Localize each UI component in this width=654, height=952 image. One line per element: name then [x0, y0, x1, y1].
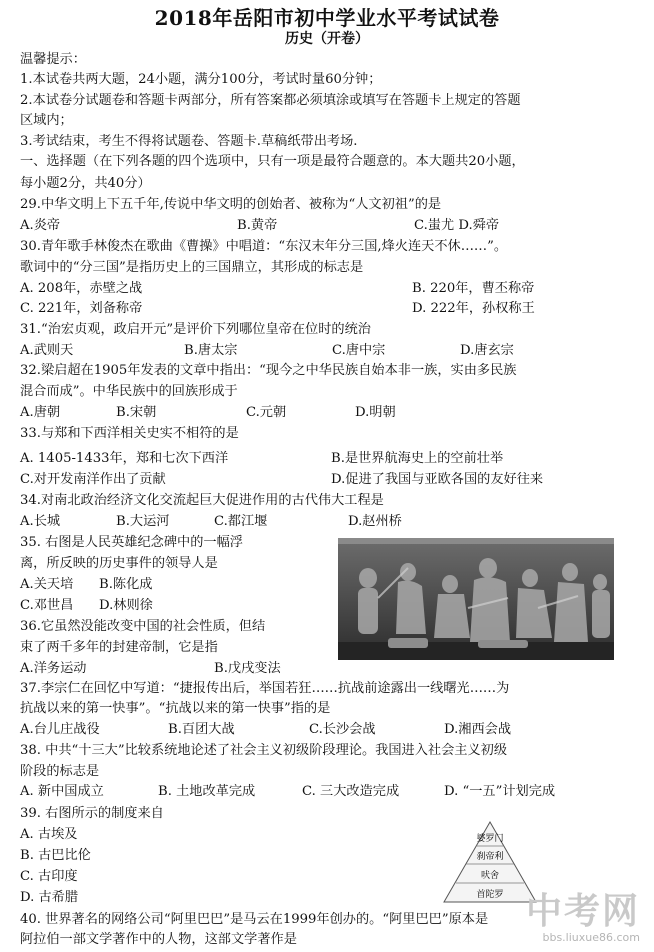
q33-stem: 33.与郑和下西洋相关史实不相符的是 — [20, 426, 239, 441]
q34-option-b: B.大运河 — [116, 514, 170, 529]
q35-stem-1: 35. 右图是人民英雄纪念碑中的一幅浮 — [20, 535, 243, 550]
q32-stem-2: 混合而成”。中华民族中的回族形成于 — [20, 384, 238, 399]
q40-stem-1: 40. 世界著名的网络公司“阿里巴巴”是马云在1999年创办的。“阿里巴巴”原本是 — [20, 912, 489, 927]
notice-heading: 温馨提示： — [20, 52, 86, 67]
q33-option-a: A. 1405-1433年，郑和七次下西洋 — [20, 451, 229, 466]
q39-option-c: C. 古印度 — [20, 869, 78, 884]
q29-stem: 29.中华文明上下五千年,传说中华文明的创始者、被称为“人文初祖”的是 — [20, 197, 442, 212]
q34-option-a: A.长城 — [20, 514, 61, 529]
q33-option-d: D.促进了我国与亚欧各国的友好往来 — [331, 472, 544, 487]
q31-stem: 31.“治宏贞观，政启开元”是评价下列哪位皇帝在位时的统治 — [20, 322, 371, 337]
q37-option-a: A.台儿庄战役 — [20, 722, 100, 737]
q30-option-a: A. 208年，赤壁之战 — [20, 281, 143, 296]
q38-option-a: A. 新中国成立 — [20, 784, 104, 799]
q38-stem-2: 阶段的标志是 — [20, 764, 100, 779]
q38-option-b: B. 土地改革完成 — [158, 784, 256, 799]
section-heading-line1: 一、选择题（在下列各题的四个选项中，只有一项是最符合题意的。本大题共20小题， — [20, 154, 525, 169]
q37-stem-1: 37.李宗仁在回忆中写道：“捷报传出后，举国若狂……抗战前途露出一线曙光……为 — [20, 681, 510, 696]
q32-option-d: D.明朝 — [355, 405, 396, 420]
q35-option-d: D.林则徐 — [99, 598, 153, 613]
section-heading-line2: 每小题2分，共40分） — [20, 176, 151, 191]
q32-option-b: B.宋朝 — [116, 405, 157, 420]
notice-item-1: 1.本试卷共两大题，24小题，满分100分，考试时量60分钟； — [20, 72, 382, 87]
q33-option-c: C.对开发南洋作出了贡献 — [20, 472, 166, 487]
q37-stem-2: 抗战以来的第一快事”。“抗战以来的第一快事”指的是 — [20, 701, 331, 716]
q32-option-a: A.唐朝 — [20, 405, 61, 420]
q30-option-d: D. 222年，孙权称王 — [412, 301, 535, 316]
q31-option-d: D.唐玄宗 — [460, 343, 514, 358]
q35-option-c: C.邓世昌 — [20, 598, 74, 613]
q34-option-d: D.赵州桥 — [348, 514, 402, 529]
q37-option-b: B.百团大战 — [168, 722, 235, 737]
q30-option-b: B. 220年，曹丕称帝 — [412, 281, 535, 296]
q32-option-c: C.元朝 — [246, 405, 287, 420]
pyramid-level-1: 婆罗门 — [476, 834, 504, 844]
pyramid-level-2: 刹帝利 — [476, 852, 504, 862]
q31-option-c: C.唐中宗 — [332, 343, 386, 358]
q29-option-cd: C.蚩尤 D.舜帝 — [414, 218, 500, 233]
q35-option-a: A.关天培 — [20, 577, 74, 592]
watermark-logo-text: 中考网 — [525, 891, 640, 932]
q39-stem: 39. 右图所示的制度来自 — [20, 806, 164, 821]
q32-stem-1: 32.梁启超在1905年发表的文章中指出：“现今之中华民族自始本非一族，实由多民族 — [20, 363, 517, 378]
q36-stem-1: 36.它虽然没能改变中国的社会性质，但结 — [20, 619, 266, 634]
q38-stem-1: 38. 中共“十三大”比较系统地论述了社会主义初级阶段理论。我国进入社会主义初级 — [20, 743, 508, 758]
q35-stem-2: 离，所反映的历史事件的领导人是 — [20, 556, 218, 571]
q30-stem-2: 歌词中的“分三国”是指历史上的三国鼎立，其形成的标志是 — [20, 260, 364, 275]
q36-option-b: B.戊戌变法 — [214, 661, 281, 676]
q40-stem-2: 阿拉伯一部文学著作中的人物，这部文学著作是 — [20, 932, 297, 947]
q35-option-b: B.陈化成 — [99, 577, 153, 592]
relief-sculpture-art — [338, 538, 614, 660]
q37-option-d: D.湘西会战 — [444, 722, 512, 737]
q34-stem: 34.对南北政治经济文化交流起巨大促进作用的古代伟大工程是 — [20, 493, 384, 508]
q36-stem-2: 束了两千多年的封建帝制，它是指 — [20, 640, 218, 655]
notice-item-2a: 2.本试卷分试题卷和答题卡两部分，所有答案都必须填涂或填写在答题卡上规定的答题 — [20, 93, 521, 108]
watermark-url: bbs.liuxue86.com — [542, 931, 640, 944]
q29-option-b: B.黄帝 — [237, 218, 278, 233]
q38-option-d: D. “一五”计划完成 — [444, 784, 556, 799]
q39-option-d: D. 古希腊 — [20, 890, 79, 905]
site-watermark — [526, 893, 640, 944]
relief-sculpture-image — [338, 538, 614, 660]
caste-pyramid-diagram — [442, 820, 538, 904]
q30-option-c: C. 221年，刘备称帝 — [20, 301, 143, 316]
pyramid-shape — [442, 820, 538, 904]
pyramid-level-4: 首陀罗 — [476, 890, 504, 900]
q37-option-c: C.长沙会战 — [309, 722, 376, 737]
exam-title: 2018年岳阳市初中学业水平考试试卷 — [154, 6, 500, 30]
q36-option-a: A.洋务运动 — [20, 661, 87, 676]
pyramid-level-3: 吠舍 — [480, 871, 500, 881]
notice-item-2b: 区域内； — [20, 113, 73, 128]
q39-option-b: B. 古巴比伦 — [20, 848, 91, 863]
q38-option-c: C. 三大改造完成 — [302, 784, 400, 799]
q33-option-b: B.是世界航海史上的空前壮举 — [331, 451, 504, 466]
q31-option-b: B.唐太宗 — [184, 343, 238, 358]
exam-subtitle: 历史（开卷） — [285, 31, 369, 47]
q34-option-c: C.都江堰 — [214, 514, 268, 529]
q31-option-a: A.武则天 — [20, 343, 74, 358]
q30-stem-1: 30.青年歌手林俊杰在歌曲《曹操》中唱道：“东汉末年分三国,烽火连天不休……”。 — [20, 239, 508, 254]
q39-option-a: A. 古埃及 — [20, 827, 78, 842]
q29-option-a: A.炎帝 — [20, 218, 61, 233]
notice-item-3: 3.考试结束，考生不得将试题卷、答题卡.草稿纸带出考场. — [20, 134, 358, 149]
